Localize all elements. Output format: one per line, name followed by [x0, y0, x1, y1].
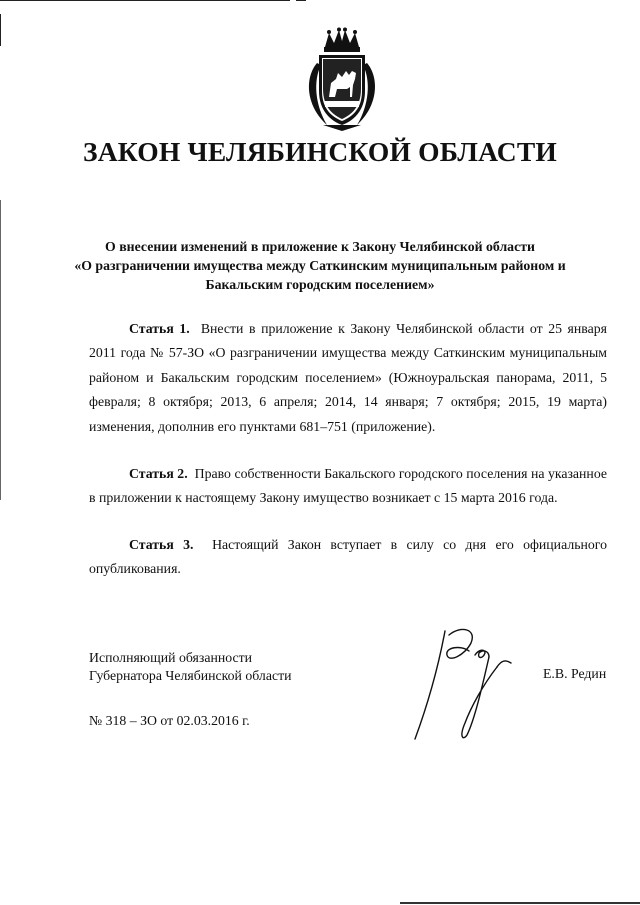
handwritten-signature: [405, 623, 530, 743]
signatory-position-line-2: Губернатора Челябинской области: [89, 668, 292, 683]
scan-border-left: [0, 14, 1, 46]
subject-line-2: «О разграничении имущества между Саткинским муниципальным районом и: [74, 258, 566, 273]
signatory-position: [89, 649, 291, 685]
article-1: [89, 317, 607, 439]
scan-border-left-2: [0, 200, 1, 500]
law-subject: [70, 237, 570, 294]
article-2-text: Право собственности Бакальского городского поселения на указанное в приложении к настоящему Закону имущество возникает с 15 марта 2016 года.: [89, 466, 608, 506]
subject-line-1: О внесении изменений в приложение к Закону Челябинской области: [105, 239, 535, 254]
article-2: [89, 462, 607, 511]
scan-mark-bottom: [400, 902, 640, 904]
article-3: [89, 533, 607, 582]
article-1-label: Статья 1.: [129, 321, 190, 336]
article-3-text: Настоящий Закон вступает в силу со дня его официального опубликования.: [89, 537, 607, 577]
scan-border-top-right: [296, 0, 306, 1]
article-2-label: Статья 2.: [129, 466, 188, 481]
coat-of-arms-emblem: [303, 27, 381, 131]
scan-border-top: [0, 0, 290, 1]
subject-line-3: Бакальским городским поселением»: [205, 277, 435, 292]
article-1-text: Внести в приложение к Закону Челябинской области от 25 января 2011 года № 57-ЗО «О разграничении имущества между Саткинским муниципальным районом и Бакальским городским поселением» (Южноуральская панорама, 2011, 5 февраля; 8 октября; 2013, 6 апреля; 2014, 14 января; 7 октября; 2015, 19 марта) изменения, дополнив его пунктами 681–751 (приложение).: [89, 321, 607, 434]
law-number: № 318 – ЗО от 02.03.2016 г.: [89, 713, 250, 728]
signatory-name: Е.В. Редин: [543, 666, 607, 681]
article-3-label: Статья 3.: [129, 537, 194, 552]
signatory-position-line-1: Исполняющий обязанности: [89, 650, 252, 665]
page-title: ЗАКОН ЧЕЛЯБИНСКОЙ ОБЛАСТИ: [83, 136, 557, 167]
